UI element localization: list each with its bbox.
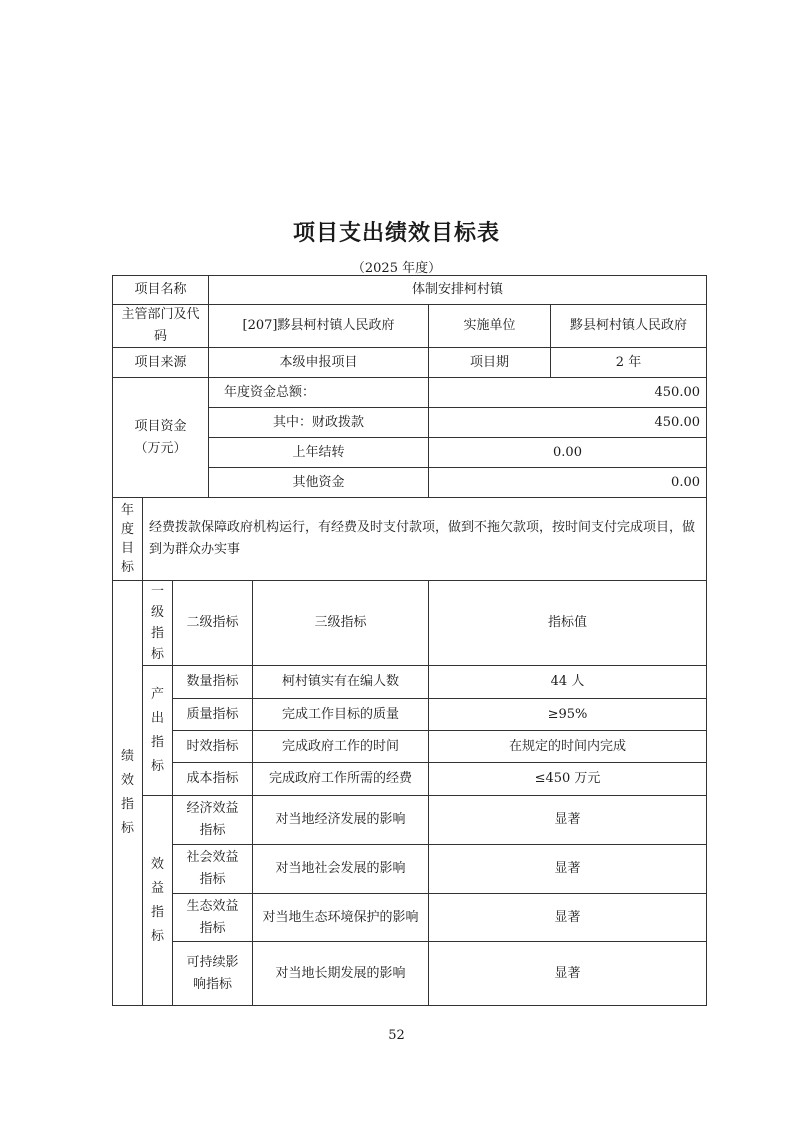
funds-fiscal-label: 其中：财政拨款 bbox=[208, 407, 429, 438]
funds-other-label: 其他资金 bbox=[208, 467, 429, 498]
annual-goal-label: 年度目标 bbox=[112, 497, 143, 581]
source-value: 本级申报项目 bbox=[208, 347, 429, 378]
header-level1: 一级指标 bbox=[142, 580, 173, 666]
unit-value: 黟县柯村镇人民政府 bbox=[550, 304, 707, 348]
header-level3: 三级指标 bbox=[252, 580, 429, 666]
benefit-label: 效益指标 bbox=[142, 795, 173, 1006]
year-subtitle: （2025 年度） bbox=[351, 261, 442, 276]
benefit-economic-value: 显著 bbox=[428, 795, 707, 845]
output-quantity-l3: 柯村镇实有在编人数 bbox=[252, 665, 429, 699]
funds-total-value: 450.00 bbox=[428, 377, 707, 408]
header-value: 指标值 bbox=[428, 580, 707, 666]
source-label: 项目来源 bbox=[112, 347, 209, 378]
period-label: 项目期 bbox=[428, 347, 551, 378]
benefit-sustainable-l2: 可持续影响指标 bbox=[172, 941, 253, 1006]
benefit-social-value: 显著 bbox=[428, 844, 707, 894]
output-label: 产出指标 bbox=[142, 665, 173, 796]
benefit-ecological-l3: 对当地生态环境保护的影响 bbox=[252, 893, 429, 942]
performance-label: 绩效指标 bbox=[112, 580, 143, 1006]
output-quality-l3: 完成工作目标的质量 bbox=[252, 698, 429, 731]
benefit-sustainable-value: 显著 bbox=[428, 941, 707, 1006]
benefit-sustainable-l3: 对当地长期发展的影响 bbox=[252, 941, 429, 1006]
dept-value: [207]黟县柯村镇人民政府 bbox=[208, 304, 429, 348]
output-cost-value: ≤450 万元 bbox=[428, 762, 707, 796]
benefit-social-l2: 社会效益指标 bbox=[172, 844, 253, 894]
output-quantity-value: 44 人 bbox=[428, 665, 707, 699]
project-name-value: 体制安排柯村镇 bbox=[208, 275, 707, 305]
page-title: 项目支出绩效目标表 bbox=[292, 221, 500, 246]
dept-label: 主管部门及代码 bbox=[112, 304, 209, 348]
funds-other-value: 0.00 bbox=[428, 467, 707, 498]
benefit-social-l3: 对当地社会发展的影响 bbox=[252, 844, 429, 894]
output-cost-l2: 成本指标 bbox=[172, 762, 253, 796]
output-timeliness-l2: 时效指标 bbox=[172, 730, 253, 763]
period-value: 2 年 bbox=[550, 347, 707, 378]
output-quantity-l2: 数量指标 bbox=[172, 665, 253, 699]
output-quality-l2: 质量指标 bbox=[172, 698, 253, 731]
page-number: 52 bbox=[388, 1028, 405, 1043]
output-cost-l3: 完成政府工作所需的经费 bbox=[252, 762, 429, 796]
funds-fiscal-value: 450.00 bbox=[428, 407, 707, 438]
funds-carryover-value: 0.00 bbox=[428, 437, 707, 468]
benefit-economic-l3: 对当地经济发展的影响 bbox=[252, 795, 429, 845]
benefit-ecological-value: 显著 bbox=[428, 893, 707, 942]
benefit-economic-l2: 经济效益指标 bbox=[172, 795, 253, 845]
funds-carryover-label: 上年结转 bbox=[208, 437, 429, 468]
header-level2: 二级指标 bbox=[172, 580, 253, 666]
funds-total-label: 年度资金总额： bbox=[208, 377, 429, 408]
output-timeliness-value: 在规定的时间内完成 bbox=[428, 730, 707, 763]
annual-goal-text: 经费拨款保障政府机构运行，有经费及时支付款项，做到不拖欠款项，按时间支付完成项目，做到为群众办实事 bbox=[142, 497, 707, 581]
output-quality-value: ≥95% bbox=[428, 698, 707, 731]
output-timeliness-l3: 完成政府工作的时间 bbox=[252, 730, 429, 763]
unit-label: 实施单位 bbox=[428, 304, 551, 348]
funds-label: 项目资金（万元） bbox=[112, 377, 209, 498]
project-name-label: 项目名称 bbox=[112, 275, 209, 305]
benefit-ecological-l2: 生态效益指标 bbox=[172, 893, 253, 942]
